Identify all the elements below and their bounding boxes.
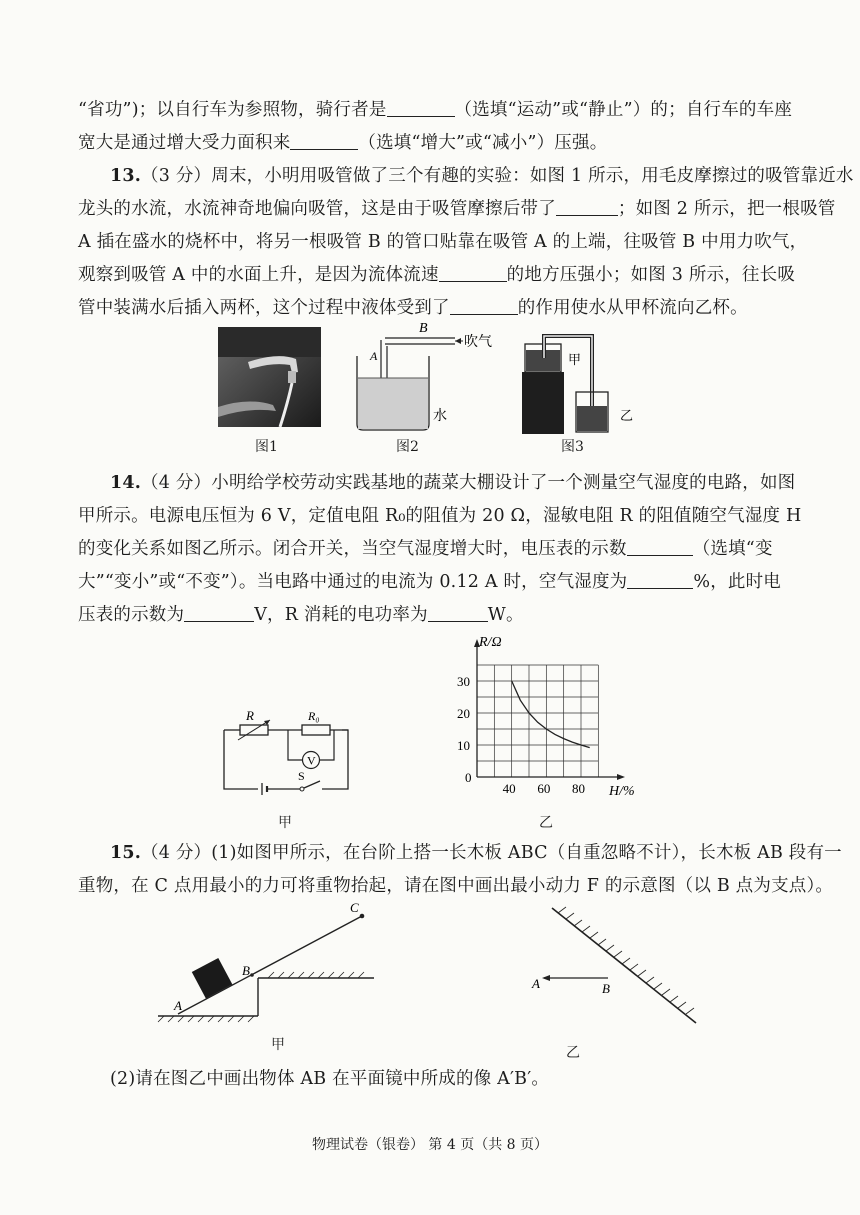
figure-2-caption: 图2 — [396, 439, 419, 455]
text-segment: %，此时电 — [693, 572, 782, 592]
answer-blank[interactable] — [439, 265, 507, 282]
question-15-line-1 — [110, 843, 842, 863]
fig3-yi-label: 乙 — [620, 408, 634, 423]
fig3-jia-label: 甲 — [568, 352, 582, 367]
question-15-line-3 — [110, 1069, 549, 1089]
question-13-line-5 — [78, 298, 748, 318]
text-segment: ；如图 2 所示，把一根吸管 — [617, 199, 836, 219]
text-segment: “省功”)；以自行车为参照物，骑行者是 — [78, 100, 387, 120]
fig2-water-label: 水 — [433, 409, 447, 424]
text-segment: 龙头的水流，水流神奇地偏向吸管，这是由于吸管摩擦后带了 — [78, 199, 556, 219]
graph-y-axis-label: R/Ω — [479, 635, 502, 650]
question-13-line-4 — [78, 265, 795, 285]
text-segment: （3 分）周末，小明用吸管做了三个有趣的实验：如图 1 所示，用毛皮摩擦过的吸管靠近水 — [141, 166, 854, 186]
answer-blank[interactable] — [184, 605, 254, 622]
question-number: 14. — [110, 473, 142, 493]
question-14-line-5 — [78, 605, 524, 625]
y-tick-label: 10 — [457, 738, 470, 753]
question-13-line-3 — [78, 232, 807, 252]
question-number: 15. — [110, 843, 142, 863]
text-segment: 的作用使水从甲杯流向乙杯。 — [517, 298, 748, 318]
x-tick-label: 80 — [572, 781, 585, 796]
text-segment: (2)请在图乙中画出物体 AB 在平面镜中所成的像 A′B′。 — [110, 1069, 550, 1089]
answer-blank[interactable] — [387, 100, 455, 117]
circuit-diagram — [210, 700, 370, 800]
answer-blank[interactable] — [627, 539, 693, 556]
text-line-1 — [78, 100, 792, 120]
answer-blank[interactable] — [450, 298, 518, 315]
text-segment: A 插在盛水的烧杯中，将另一根吸管 B 的管口贴靠在吸管 A 的上端，往吸管 B 中用力吹气， — [78, 232, 808, 252]
answer-blank[interactable] — [428, 605, 488, 622]
text-segment: （4 分）小明给学校劳动实践基地的蔬菜大棚设计了一个测量空气湿度的电路，如图 — [141, 473, 796, 493]
graph-caption: 乙 — [539, 815, 553, 831]
question-14-line-2 — [78, 506, 801, 526]
humidity-resistance-graph — [445, 632, 645, 802]
graph-grid — [477, 665, 598, 777]
question-13-line-2 — [78, 199, 835, 219]
figure-1-photo — [218, 327, 321, 427]
mirror-caption: 乙 — [566, 1045, 580, 1061]
graph-x-axis-label: H/% — [609, 784, 635, 799]
figure-1-caption: 图1 — [255, 439, 278, 455]
text-segment: 重物，在 C 点用最小的力可将重物抬起，请在图中画出最小动力 F 的示意图（以 B 点为支点）。 — [78, 876, 834, 896]
x-axis-arrow — [617, 774, 625, 780]
circuit-label-v: V — [307, 753, 316, 768]
question-15-line-2 — [78, 876, 833, 896]
answer-blank[interactable] — [627, 572, 693, 589]
question-14-line-1 — [110, 473, 795, 493]
graph-axes — [474, 639, 625, 780]
answer-blank[interactable] — [290, 133, 358, 150]
question-14-line-4 — [78, 572, 781, 592]
question-14-line-3 — [78, 539, 773, 559]
text-segment: （4 分）(1)如图甲所示，在台阶上搭一长木板 ABC（自重忽略不计），长木板 AB 段有一 — [141, 843, 842, 863]
text-line-2 — [78, 133, 607, 153]
lever-caption: 甲 — [271, 1037, 285, 1053]
mirror-label-a: A — [532, 976, 540, 991]
x-tick-label: 40 — [502, 781, 516, 796]
text-segment: 宽大是通过增大受力面积来 — [78, 133, 291, 153]
circuit-label-r: R — [246, 708, 254, 723]
graph-tick-labels — [457, 674, 585, 796]
fig2-label-a: A — [370, 349, 378, 363]
question-13-line-1 — [110, 166, 854, 186]
figure-3-siphon-diagram — [520, 330, 640, 434]
x-tick-label: 60 — [537, 781, 551, 796]
y-tick-label: 20 — [457, 706, 470, 721]
figure-2-beaker-diagram — [345, 316, 495, 434]
text-segment: W。 — [487, 605, 524, 625]
lever-label-b: B — [242, 963, 250, 978]
text-segment: 管中装满水后插入两杯，这个过程中液体受到了 — [78, 298, 450, 318]
lever-label-a: A — [174, 998, 182, 1013]
text-segment: （选填“运动”或“静止”）的；自行车的车座 — [454, 100, 793, 120]
circuit-label-s: S — [298, 769, 305, 783]
text-segment: （选填“增大”或“减小”）压强。 — [358, 133, 608, 153]
circuit-label-r0: R₀ — [308, 709, 320, 723]
y-tick-label: 30 — [457, 674, 470, 689]
page-footer: 物理试卷（银卷） 第 4 页（共 8 页） — [311, 1137, 549, 1153]
question-number: 13. — [110, 166, 142, 186]
figure-3-caption: 图3 — [561, 439, 584, 455]
text-segment: 压表的示数为 — [78, 605, 185, 625]
resistance-curve — [512, 681, 590, 748]
mirror-diagram — [520, 898, 710, 1038]
text-segment: 大”“变小”或“不变”）。当电路中通过的电流为 0.12 A 时，空气湿度为 — [78, 572, 628, 592]
text-segment: 的地方压强小；如图 3 所示，往长吸 — [506, 265, 796, 285]
mirror-label-b: B — [602, 981, 610, 996]
circuit-caption: 甲 — [278, 815, 292, 831]
text-segment: 观察到吸管 A 中的水面上升，是因为流体流速 — [78, 265, 439, 285]
fig2-label-b: B — [419, 321, 428, 336]
text-segment: 的变化关系如图乙所示。闭合开关，当空气湿度增大时，电压表的示数 — [78, 539, 627, 559]
lever-diagram — [150, 898, 390, 1028]
lever-label-c: C — [350, 900, 359, 915]
answer-blank[interactable] — [556, 199, 618, 216]
text-segment: 甲所示。电源电压恒为 6 V，定值电阻 R₀的阻值为 20 Ω，湿敏电阻 R 的阻值随空气湿度 H — [78, 506, 802, 526]
fig2-blow-label: 吹气 — [464, 335, 492, 350]
text-segment: （选填“变 — [692, 539, 773, 559]
y-tick-label: 0 — [465, 770, 472, 785]
text-segment: V，R 消耗的电功率为 — [254, 605, 428, 625]
